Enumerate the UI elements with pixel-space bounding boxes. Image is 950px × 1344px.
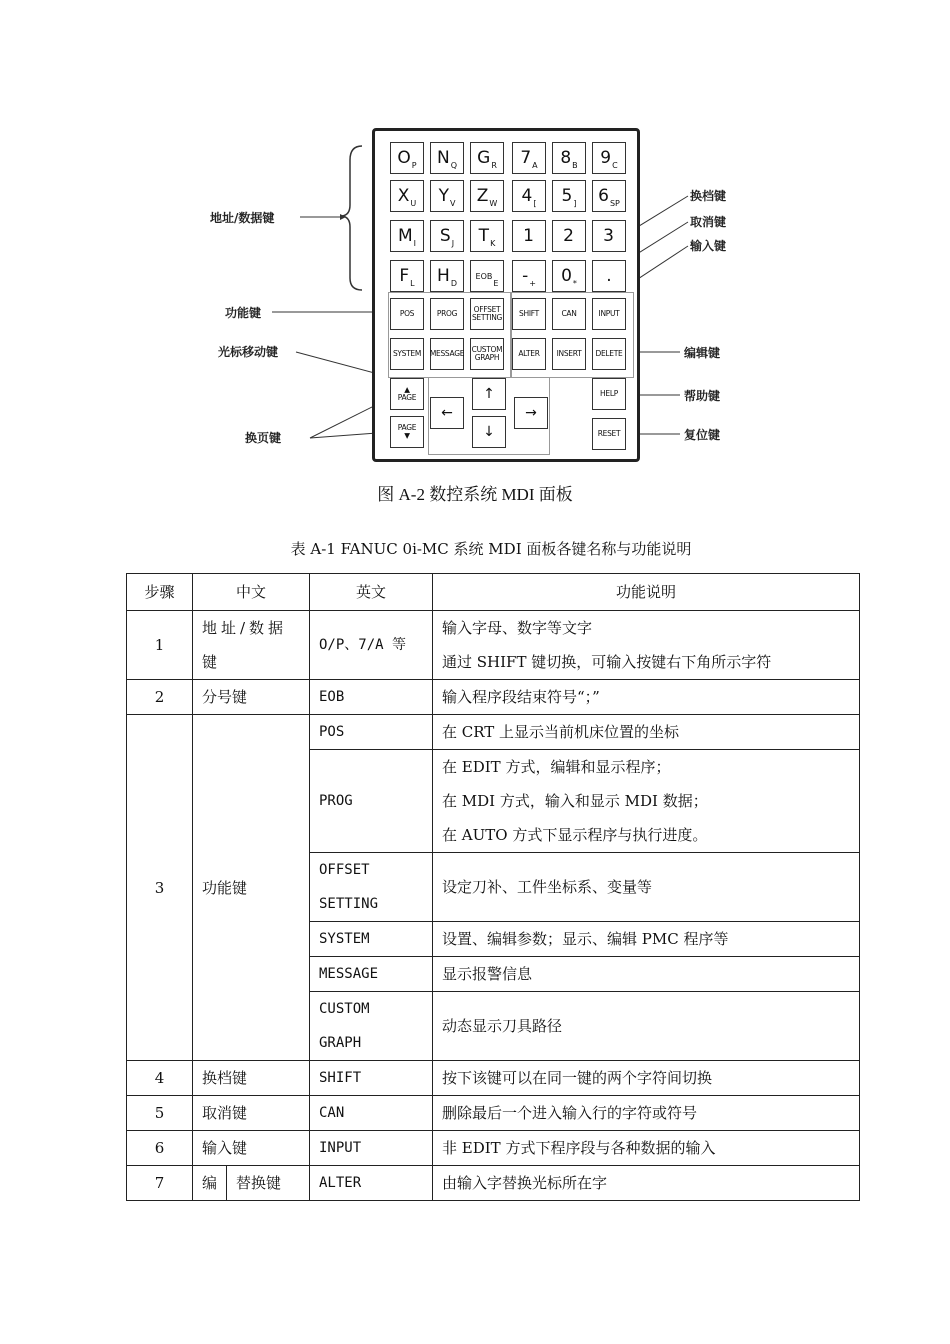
key-main: G bbox=[477, 147, 491, 168]
key-main: F bbox=[399, 265, 410, 286]
mdi-panel-figure bbox=[0, 0, 950, 504]
callout-cancel: 取消键 bbox=[690, 215, 727, 229]
key-custom-graph[interactable]: CUSTOM GRAPH bbox=[470, 338, 504, 370]
key-system[interactable]: SYSTEM bbox=[390, 338, 424, 370]
key-sub: C bbox=[612, 160, 618, 170]
en-line: OFFSET bbox=[319, 862, 370, 878]
cell-en: INPUT bbox=[310, 1131, 433, 1166]
key-main: H bbox=[437, 265, 450, 286]
key-main: 7 bbox=[520, 147, 532, 168]
header-cn: 中文 bbox=[193, 574, 310, 611]
cursor-right-key[interactable] bbox=[514, 397, 548, 429]
key-s-j[interactable] bbox=[430, 220, 464, 252]
key-main: 3 bbox=[603, 225, 614, 246]
cursor-down-key[interactable] bbox=[472, 416, 506, 448]
key-sub: + bbox=[529, 278, 536, 288]
cell-cn bbox=[193, 1166, 310, 1201]
key-sub: P bbox=[411, 160, 417, 170]
key-z-w[interactable] bbox=[470, 180, 504, 212]
cell-desc: 非 EDIT 方式下程序段与各种数据的输入 bbox=[433, 1131, 860, 1166]
key-4[interactable] bbox=[512, 180, 546, 212]
key-main: - bbox=[522, 265, 529, 286]
cell-step: 6 bbox=[127, 1131, 193, 1166]
key-3[interactable] bbox=[592, 220, 626, 252]
en-line: CUSTOM bbox=[319, 1001, 370, 1017]
key-main: EOB bbox=[475, 271, 493, 281]
cell-desc: 设置、编辑参数；显示、编辑 PMC 程序等 bbox=[433, 922, 860, 957]
key-sub: E bbox=[493, 278, 499, 288]
table-title: 表 A-1 FANUC 0i-MC 系统 MDI 面板各键名称与功能说明 bbox=[290, 540, 692, 558]
header-desc: 功能说明 bbox=[433, 574, 860, 611]
cell-step: 2 bbox=[127, 680, 193, 715]
key-n-q[interactable] bbox=[430, 142, 464, 174]
key-main: 5 bbox=[561, 185, 573, 206]
key-label: PAGE bbox=[397, 423, 417, 433]
key-main: 6 bbox=[598, 185, 609, 206]
key-input[interactable]: INPUT bbox=[592, 298, 626, 330]
key-insert[interactable]: INSERT bbox=[552, 338, 586, 370]
key-sub: B bbox=[572, 160, 578, 170]
key-main: X bbox=[397, 185, 410, 206]
key-0-star[interactable] bbox=[552, 260, 586, 292]
arrow-up-icon: ↑ bbox=[483, 386, 495, 402]
key-delete[interactable]: DELETE bbox=[592, 338, 626, 370]
key-sub: Q bbox=[450, 160, 457, 170]
en-line: GRAPH bbox=[319, 1035, 362, 1051]
callout-page: 换页键 bbox=[245, 431, 282, 445]
key-sub: K bbox=[490, 238, 496, 248]
callout-edit: 编辑键 bbox=[684, 346, 721, 360]
cell-step: 4 bbox=[127, 1061, 193, 1096]
cell-desc: 按下该键可以在同一键的两个字符间切换 bbox=[433, 1061, 860, 1096]
cell-desc: 显示报警信息 bbox=[433, 957, 860, 992]
desc-line: 在 EDIT 方式，编辑和显示程序； bbox=[442, 758, 671, 776]
key-sub: SP bbox=[609, 198, 620, 208]
key-sub: L bbox=[410, 278, 415, 288]
cell-cn: 取消键 bbox=[193, 1096, 310, 1131]
cell-step: 5 bbox=[127, 1096, 193, 1131]
key-dot[interactable] bbox=[592, 260, 626, 292]
cursor-up-key[interactable] bbox=[472, 378, 506, 410]
key-2[interactable] bbox=[552, 220, 586, 252]
cell-cn: 分号键 bbox=[193, 680, 310, 715]
key-page-up[interactable] bbox=[390, 378, 424, 410]
key-h-d[interactable] bbox=[430, 260, 464, 292]
callout-input: 输入键 bbox=[690, 239, 727, 253]
key-sub: * bbox=[572, 278, 577, 288]
key-main: 1 bbox=[523, 225, 534, 246]
key-sub: I bbox=[413, 238, 417, 248]
table-header-row bbox=[127, 574, 860, 611]
key-can[interactable]: CAN bbox=[552, 298, 586, 330]
cell-en: POS bbox=[310, 715, 433, 750]
key-main: 0 bbox=[561, 265, 572, 286]
cell-cn: 输入键 bbox=[193, 1131, 310, 1166]
header-en: 英文 bbox=[310, 574, 433, 611]
desc-line: 输入字母、数字等文字 bbox=[442, 619, 593, 637]
figure-caption: 图 A-2 数控系统 MDI 面板 bbox=[377, 485, 573, 504]
cn-part: 编 bbox=[193, 1166, 227, 1200]
key-x-u[interactable] bbox=[390, 180, 424, 212]
key-7-a[interactable] bbox=[512, 142, 546, 174]
cell-cn: 功能键 bbox=[193, 715, 310, 1061]
cell-desc bbox=[433, 611, 860, 680]
callout-address-data: 地址/数据键 bbox=[210, 211, 275, 225]
key-1[interactable] bbox=[512, 220, 546, 252]
key-help[interactable]: HELP bbox=[592, 378, 626, 410]
cell-desc bbox=[433, 750, 860, 853]
key-sub: J bbox=[451, 238, 455, 248]
callout-help: 帮助键 bbox=[684, 389, 721, 403]
callout-cursor: 光标移动键 bbox=[218, 345, 279, 359]
arrow-down-icon: ↓ bbox=[483, 424, 495, 440]
table-row bbox=[127, 1131, 860, 1166]
cell-en: O/P、7/A 等 bbox=[310, 611, 433, 680]
key-sub: [ bbox=[533, 198, 537, 208]
table-row bbox=[127, 1166, 860, 1201]
key-sub: D bbox=[450, 278, 457, 288]
cell-desc: 删除最后一个进入输入行的字符或符号 bbox=[433, 1096, 860, 1131]
key-main: 4 bbox=[521, 185, 533, 206]
cell-step: 3 bbox=[127, 715, 193, 1061]
key-sub: R bbox=[491, 160, 497, 170]
cell-en: SYSTEM bbox=[310, 922, 433, 957]
callout-reset: 复位键 bbox=[684, 428, 721, 442]
key-offset-setting[interactable]: OFFSET SETTING bbox=[470, 298, 504, 330]
cell-step: 7 bbox=[127, 1166, 193, 1201]
key-label: PAGE bbox=[397, 393, 417, 402]
key-alter[interactable]: ALTER bbox=[512, 338, 546, 370]
cell-en bbox=[310, 853, 433, 922]
key-message[interactable]: MESSAGE bbox=[430, 338, 464, 370]
key-function-table bbox=[126, 573, 860, 1201]
cell-desc: 设定刀补、工件坐标系、变量等 bbox=[433, 853, 860, 922]
cell-en: PROG bbox=[310, 750, 433, 853]
key-sub: U bbox=[410, 198, 417, 208]
cell-en bbox=[310, 992, 433, 1061]
cell-desc: 在 CRT 上显示当前机床位置的坐标 bbox=[433, 715, 860, 750]
key-o-p[interactable] bbox=[390, 142, 424, 174]
key-m-i[interactable] bbox=[390, 220, 424, 252]
key-main: Y bbox=[438, 185, 449, 206]
key-main: . bbox=[606, 265, 612, 286]
key-reset[interactable]: RESET bbox=[592, 418, 626, 450]
key-main: Z bbox=[476, 185, 489, 206]
desc-line: 在 MDI 方式，输入和显示 MDI 数据； bbox=[442, 792, 708, 810]
cell-en: SHIFT bbox=[310, 1061, 433, 1096]
desc-line: 在 AUTO 方式下显示程序与执行进度。 bbox=[442, 826, 708, 844]
arrow-left-icon: ← bbox=[441, 405, 453, 421]
arrow-right-icon: → bbox=[525, 405, 537, 421]
key-5[interactable] bbox=[552, 180, 586, 212]
table-row bbox=[127, 1096, 860, 1131]
table-row bbox=[127, 715, 860, 750]
key-main: S bbox=[439, 225, 451, 246]
key-eob-e[interactable] bbox=[470, 260, 504, 292]
key-sub: W bbox=[489, 198, 498, 208]
header-step: 步骤 bbox=[127, 574, 193, 611]
key-f-l[interactable] bbox=[390, 260, 424, 292]
key-main: 9 bbox=[600, 147, 612, 168]
cell-cn: 地址/数据键 bbox=[193, 611, 310, 680]
table-row bbox=[127, 680, 860, 715]
key-g-r[interactable] bbox=[470, 142, 504, 174]
key-pos[interactable]: POS bbox=[390, 298, 424, 330]
en-line: SETTING bbox=[319, 896, 379, 912]
cursor-left-key[interactable] bbox=[430, 397, 464, 429]
key-8-b[interactable] bbox=[552, 142, 586, 174]
key-9-c[interactable] bbox=[592, 142, 626, 174]
key-page-down[interactable] bbox=[390, 416, 424, 448]
cell-step: 1 bbox=[127, 611, 193, 680]
cell-en: CAN bbox=[310, 1096, 433, 1131]
key-main: M bbox=[397, 225, 413, 246]
key-sub: A bbox=[532, 160, 538, 170]
key-main: O bbox=[397, 147, 411, 168]
key-sub: V bbox=[449, 198, 456, 208]
key-t-k[interactable] bbox=[470, 220, 504, 252]
cell-en: EOB bbox=[310, 680, 433, 715]
key-6-sp[interactable] bbox=[592, 180, 626, 212]
cn-part: 替换键 bbox=[236, 1174, 282, 1192]
table-row bbox=[127, 611, 860, 680]
cell-desc: 输入程序段结束符号“；” bbox=[433, 680, 860, 715]
key-minus-plus[interactable] bbox=[512, 260, 546, 292]
cell-desc: 动态显示刀具路径 bbox=[433, 992, 860, 1061]
cell-cn: 换档键 bbox=[193, 1061, 310, 1096]
key-y-v[interactable] bbox=[430, 180, 464, 212]
key-sub: ] bbox=[573, 198, 577, 208]
arrow-up-icon: ▲ bbox=[404, 385, 410, 395]
callout-shift: 换档键 bbox=[690, 189, 727, 203]
cell-en: ALTER bbox=[310, 1166, 433, 1201]
address-brace bbox=[342, 146, 362, 290]
cell-desc: 由输入字替换光标所在字 bbox=[433, 1166, 860, 1201]
key-prog[interactable]: PROG bbox=[430, 298, 464, 330]
key-main: N bbox=[436, 147, 450, 168]
table-row bbox=[127, 1061, 860, 1096]
desc-line: 通过 SHIFT 键切换，可输入按键右下角所示字符 bbox=[442, 653, 772, 671]
key-main: T bbox=[478, 225, 490, 246]
callout-function: 功能键 bbox=[225, 306, 262, 320]
cell-en: MESSAGE bbox=[310, 957, 433, 992]
key-main: 2 bbox=[563, 225, 574, 246]
key-main: 8 bbox=[560, 147, 572, 168]
key-shift[interactable]: SHIFT bbox=[512, 298, 546, 330]
arrow-down-icon: ▼ bbox=[404, 431, 410, 440]
